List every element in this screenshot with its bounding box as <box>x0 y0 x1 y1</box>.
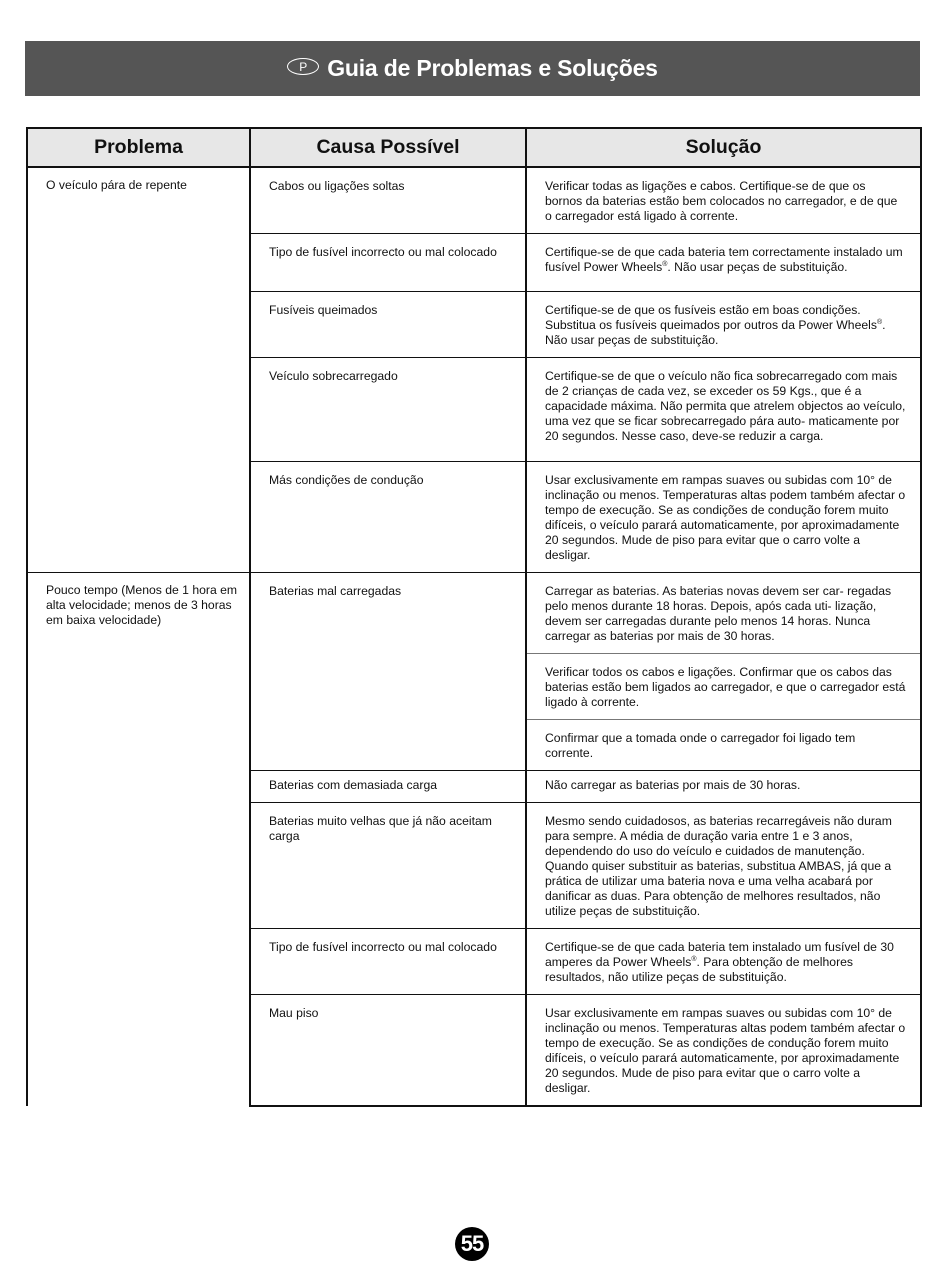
cause-cell: Fusíveis queimados <box>250 292 526 358</box>
cause-cell: Baterias mal carregadas <box>250 573 526 771</box>
solution-cell: Usar exclusivamente em rampas suaves ou subidas com 10° de inclinação ou menos. Temperaturas altas podem também afectar o tempo de execução. Se as condições de condução forem muito difíceis, o veículo parará automaticamente, por aproximadamente 20 segundos. Mude de piso para evitar que o carro volte a desligar. <box>526 995 921 1107</box>
problem-cell: Pouco tempo (Menos de 1 hora em alta velocidade; menos de 3 horas em baixa velocidade) <box>27 573 250 1107</box>
cause-cell: Baterias com demasiada carga <box>250 771 526 803</box>
problem-cell: O veículo pára de repente <box>27 167 250 573</box>
cause-cell: Veículo sobrecarregado <box>250 358 526 462</box>
solution-text: Certifique-se de que cada bateria tem correctamente instalado um fusível Power Wheels <box>545 245 903 274</box>
solution-text: . Para obtenção de melhores resultados, não utilize peças de substituição. <box>545 955 854 984</box>
solution-cell: Carregar as baterias. As baterias novas devem ser car- regadas pelo menos durante 18 horas. Depois, após cada uti- lização, devem ser carregadas durante pelo menos 14 horas. Nunca carregar as baterias por mais de 30 horas. <box>526 573 921 654</box>
solution-cell: Usar exclusivamente em rampas suaves ou subidas com 10° de inclinação ou menos. Temperaturas altas podem também afectar o tempo de execução. Se as condições de condução forem muito difíceis, o veículo parará automaticamente, por aproximadamente 20 segundos. Mude de piso para evitar que o carro volte a desligar. <box>526 462 921 573</box>
solution-cell <box>526 292 921 358</box>
solution-text: . Não usar peças de substituição. <box>667 260 848 274</box>
solution-cell: Confirmar que a tomada onde o carregador foi ligado tem corrente. <box>526 720 921 771</box>
cause-cell: Mau piso <box>250 995 526 1107</box>
column-header-solution: Solução <box>526 128 921 167</box>
cause-cell: Tipo de fusível incorrecto ou mal colocado <box>250 929 526 995</box>
column-header-problem: Problema <box>27 128 250 167</box>
solution-cell: Não carregar as baterias por mais de 30 horas. <box>526 771 921 803</box>
solution-cell: Verificar todas as ligações e cabos. Certifique-se de que os bornos da baterias estão bem colocados no carregador, e de que o carregador está ligado à corrente. <box>526 167 921 234</box>
solution-text: Certifique-se de que cada bateria tem instalado um fusível de 30 amperes da Power Wheels <box>545 940 894 969</box>
page-title: Guia de Problemas e Soluções <box>327 55 658 81</box>
registered-mark: ® <box>876 319 883 326</box>
solution-cell: Verificar todos os cabos e ligações. Confirmar que os cabos das baterias estão bem ligados ao carregador, e que o carregador está ligado à corrente. <box>526 654 921 720</box>
language-badge: P <box>287 58 319 75</box>
solution-cell: Mesmo sendo cuidadosos, as baterias recarregáveis não duram para sempre. A média de duração varia entre 1 e 3 anos, dependendo do uso do veículo e cuidados de manutenção. Quando quiser substituir as baterias, substitua AMBAS, já que a prática de utilizar uma bateria nova e uma velha acabará por danificar as duas. Para obtenção de melhores resultados, não utilize peças de substituição. <box>526 803 921 929</box>
solution-text: Certifique-se de que os fusíveis estão em boas condições. Substitua os fusíveis queimados por outros da Power Wheels <box>545 303 877 332</box>
cause-cell: Más condições de condução <box>250 462 526 573</box>
cause-cell: Cabos ou ligações soltas <box>250 167 526 234</box>
table-row <box>27 167 921 234</box>
cause-cell: Tipo de fusível incorrecto ou mal colocado <box>250 234 526 292</box>
table-row <box>27 573 921 654</box>
table-header-row <box>27 128 921 167</box>
solution-text: . Não usar peças de substituição. <box>545 318 886 347</box>
cause-cell: Baterias muito velhas que já não aceitam carga <box>250 803 526 929</box>
solution-cell <box>526 929 921 995</box>
solution-cell <box>526 234 921 292</box>
registered-mark: ® <box>691 956 697 963</box>
troubleshooting-table <box>26 127 922 1107</box>
solution-cell: Certifique-se de que o veículo não fica sobrecarregado com mais de 2 crianças de cada vez, se exceder os 59 Kgs., que é a capacidade máxima. Não permita que atrelem objectos ao veículo, uma vez que se ficar sobrecarregado pára auto- maticamente por 20 segundos. Nesse caso, deve-se reduzir a carga. <box>526 358 921 462</box>
column-header-cause: Causa Possível <box>250 128 526 167</box>
title-banner <box>25 41 920 96</box>
registered-mark: ® <box>662 261 668 268</box>
page-number: 55 <box>455 1227 489 1261</box>
